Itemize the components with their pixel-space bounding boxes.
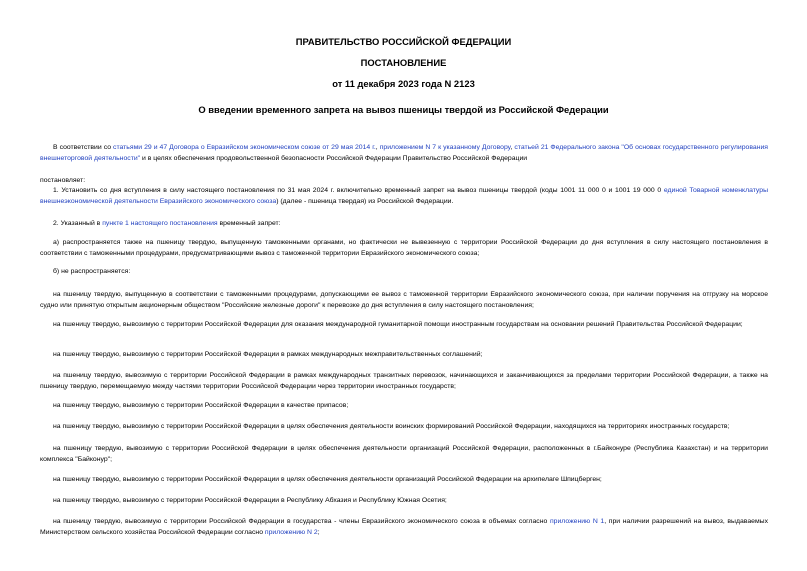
- intro-paragraph: [40, 143, 768, 164]
- exemption-item-last: [40, 517, 768, 538]
- link-treaty-articles[interactable]: статьями 29 и 47 Договора о Евразийском экономическом союзе от 29 мая 2014 г.: [113, 144, 376, 151]
- document-title: О введении временного запрета на вывоз пшеницы твердой из Российской Федерации: [198, 104, 609, 115]
- exemption-item: на пшеницу твердую, вывозимую с территории Российской Федерации в качестве припасов;: [53, 402, 349, 409]
- link-annex-2[interactable]: приложению N 2: [264, 528, 318, 536]
- link-point-1[interactable]: пункте 1 настоящего постановления: [102, 220, 218, 227]
- exemption-item: на пшеницу твердую, вывозимую с территории Российской Федерации для оказания международной гуманитарной помощи иностранным государствам на основании решений Правительства Российской Федерации;: [53, 321, 743, 328]
- link-commodity-nomenclature[interactable]: единой Товарной номенклатуры внешнеэкономической деятельности Евразийского экономического союза: [40, 187, 769, 205]
- intro-text-4: и в целях обеспечения продовольственной безопасности Российской Федерации Правительство Российской Федерации: [140, 154, 528, 162]
- paragraph-1-text-1: 1. Установить со дня вступления в силу настоящего постановления по 31 мая 2024 г. включительно временный запрет на вывоз пшеницы твердой (коды 1001 11 000 0 и 1001 19 000 0: [53, 187, 664, 194]
- government-heading: ПРАВИТЕЛЬСТВО РОССИЙСКОЙ ФЕДЕРАЦИИ: [295, 36, 512, 47]
- paragraph-2-text-1: 2. Указанный в: [53, 220, 103, 227]
- subparagraph-a: а) распространяется также на пшеницу твердую, выпущенную таможенными органами, но фактически не вывезенную с территории Российской Федерации до дня вступления в силу настоящего постановления в соответствии с таможенными процедурами, предусматривающими вывоз с таможенной территории Евразийского экономического союза;: [40, 239, 768, 257]
- intro-text-2: ,: [375, 144, 380, 151]
- exemption-item: на пшеницу твердую, вывозимую с территории Российской Федерации в целях обеспечения деятельности организаций Российской Федерации на архипелаге Шпицберген;: [53, 476, 602, 483]
- paragraph-1: [40, 186, 768, 207]
- paragraph-2: [40, 219, 768, 230]
- intro-text-1: В соответствии со: [53, 144, 114, 151]
- last-item-text-1: на пшеницу твердую, вывозимую с территории Российской Федерации в государства - члены Евразийского экономического союза в объемах согласно: [53, 518, 550, 525]
- document-type-heading: ПОСТАНОВЛЕНИЕ: [360, 57, 447, 68]
- paragraph-2-text-2: временный запрет:: [217, 220, 281, 227]
- date-number-heading: от 11 декабря 2023 года N 2123: [332, 78, 475, 89]
- exemption-item: на пшеницу твердую, вывозимую с территории Российской Федерации в целях обеспечения деятельности организаций Российской Федерации, расположенных в г.Байконуре (Республика Казахстан) и на территории комплекса "Байконур";: [40, 445, 768, 463]
- link-treaty-annex-7[interactable]: приложением N 7 к указанному Договору: [379, 144, 511, 151]
- exemption-item: на пшеницу твердую, выпущенную в соответствии с таможенными процедурами, допускающими ее вывоз с таможенной территории Евразийского экономического союза, при наличии поручения на отгрузку на морское судно или принятую открытым акционерным обществом "Российские железные дороги" к перевозке до дня вступления в силу настоящего постановления;: [40, 291, 768, 309]
- exemption-item: на пшеницу твердую, вывозимую с территории Российской Федерации в Республику Абхазия и Республику Южная Осетия;: [53, 497, 447, 504]
- subparagraph-b: б) не распространяется:: [53, 268, 131, 275]
- exemption-item: на пшеницу твердую, вывозимую с территории Российской Федерации в рамках международных межправительственных соглашений;: [53, 351, 483, 358]
- last-item-text-3: ;: [317, 528, 320, 536]
- last-item-text-2: , при наличии разрешений на вывоз, выдаваемых Министерством сельского хозяйства Российской Федерации согласно: [40, 518, 768, 536]
- intro-text-3: ,: [510, 144, 515, 151]
- exemption-item: на пшеницу твердую, вывозимую с территории Российской Федерации в рамках международных транзитных перевозок, начинающихся и заканчивающихся за пределами территории Российской Федерации, а также на пшеницу твердую, перемещаемую между частями территории Российской Федерации через территории иностранных государств;: [40, 372, 768, 390]
- link-federal-law-article-21[interactable]: статьей 21 Федерального закона "Об основах государственного регулирования внешнеторговой деятельности": [40, 144, 769, 162]
- exemption-item: на пшеницу твердую, вывозимую с территории Российской Федерации в целях обеспечения деятельности воинских формирований Российской Федерации, находящихся на территориях иностранных государств;: [53, 423, 730, 430]
- postanovlyaet-text: постановляет:: [40, 177, 86, 184]
- paragraph-1-text-2: ) (далее - пшеница твердая) из Российской Федерации.: [276, 197, 454, 205]
- link-annex-1[interactable]: приложению N 1: [549, 518, 605, 525]
